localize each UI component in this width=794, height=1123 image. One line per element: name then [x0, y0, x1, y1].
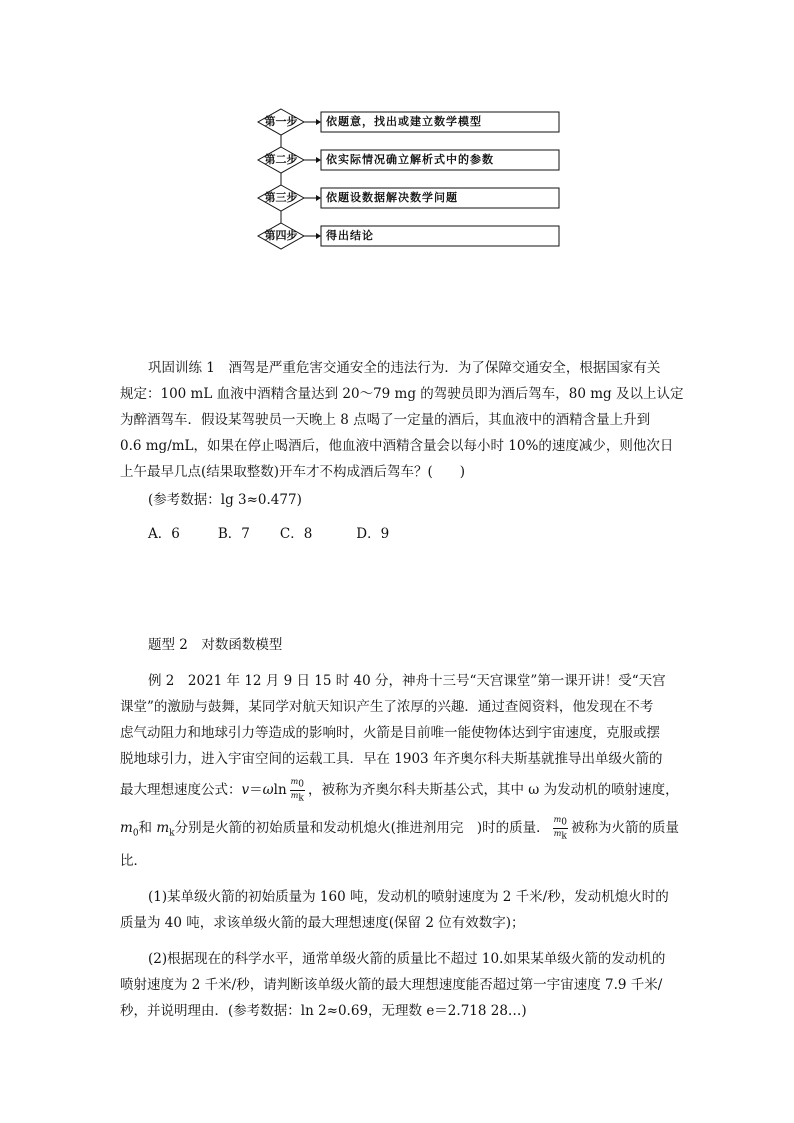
exercise1-line: 上午最早几点(结果取整数)开车才不构成酒后驾车？( ) [120, 464, 466, 480]
example2-line: 比． [120, 853, 147, 869]
frac-num: m [290, 777, 299, 787]
formula-eq: ＝ [249, 782, 263, 798]
example2-line: 例 2 2021 年 12 月 9 日 15 时 40 分，神舟十三号“天宫课堂”第一课开讲！受“天宫 [148, 673, 666, 689]
formula-ln: ln [273, 782, 287, 798]
question2-paragraph [120, 946, 680, 1024]
mass-ratio-fraction-small [553, 815, 568, 841]
exercise1-line: 巩固训练 1 酒驾是严重危害交通安全的违法行为．为了保障交通安全，根据国家有关 [148, 360, 661, 376]
frac-den: m [553, 829, 562, 838]
exercise1-reference [120, 487, 680, 513]
formula-prefix: 最大理想速度公式： [120, 782, 242, 798]
steps-flowchart [256, 104, 566, 254]
formula-suffix: ，被称为齐奥尔科夫斯基公式，其中 ω 为发动机的喷射速度， [308, 782, 679, 798]
mk-symbol: m [156, 820, 170, 836]
exercise1-options [120, 521, 680, 547]
question1-line: (1)某单级火箭的初始质量为 160 吨，发动机的喷射速度为 2 千米/秒，发动机熄火时的 [148, 889, 669, 905]
step2-label: 第二步 [264, 153, 298, 166]
m0-sub: 0 [132, 828, 139, 839]
step4-label: 第四步 [264, 229, 298, 242]
frac-den-sub: k [561, 831, 567, 842]
step2-text: 依实际情况确立解析式中的参数 [326, 153, 494, 166]
question1-line: 质量为 40 吨，求该单级火箭的最大理想速度(保留 2 位有效数字)； [120, 915, 525, 931]
formula-line [120, 772, 680, 808]
formula-v: v [241, 782, 250, 798]
example2-paragraph [120, 668, 680, 874]
step3-label: 第三步 [264, 191, 298, 204]
mass-ratio-suffix: 被称为火箭的质量 [571, 820, 679, 836]
frac-num: m [553, 815, 562, 825]
question2-line: 喷射速度为 2 千米/秒，请判断该单级火箭的最大理想速度能否超过第一宇宙速度 7.9 千米/ [120, 977, 663, 993]
mk-sub: k [169, 828, 175, 839]
question1-paragraph [120, 884, 680, 936]
mass-definition-line [120, 808, 680, 848]
exercise1-line: 0.6 mg/mL，如果在停止喝酒后，他血液中酒精含量会以每小时 10%的速度减少，则他次日 [120, 438, 674, 454]
option-b: B．7 [217, 526, 250, 542]
option-c: C．8 [279, 526, 313, 542]
type2-section [120, 632, 680, 658]
frac-den: m [290, 791, 299, 800]
formula-omega: ω [262, 782, 274, 798]
step1-text: 依题意，找出或建立数学模型 [326, 115, 482, 128]
exercise1-line: 规定：100 mL 血液中酒精含量达到 20～79 mg 的驾驶员即为酒后驾车，80 mg 及以上认定 [120, 386, 684, 402]
step4-text: 得出结论 [326, 229, 374, 242]
options-row [120, 521, 680, 547]
step3-text: 依题设数据解决数学问题 [326, 191, 458, 204]
type2-heading: 题型 2 对数函数模型 [148, 637, 283, 653]
option-a: A．6 [148, 526, 180, 542]
step1-label: 第一步 [264, 115, 298, 128]
question2-line: 秒，并说明理由．(参考数据：ln 2≈0.69，无理数 e＝2.718 28…) [120, 1003, 527, 1019]
exercise1-line: 为醉酒驾车．假设某驾驶员一天晚上 8 点喝了一定量的酒后，其血液中的酒精含量上升到 [120, 412, 651, 428]
example2-line: 脱地球引力，进入宇宙空间的运载工具．早在 1903 年齐奥尔科夫斯基就推导出单级火箭的 [120, 751, 663, 767]
mass-definition-text: 分别是火箭的初始质量和发动机熄火(推进剂用完 )时的质量． [174, 820, 550, 836]
frac-num-sub: 0 [561, 818, 567, 828]
frac-den-sub: k [298, 793, 304, 804]
question2-line: (2)根据现在的科学水平，通常单级火箭的质量比不超过 10.如果某单级火箭的发动机的 [148, 951, 666, 967]
example2-line: 虑气动阻力和地球引力等造成的影响时，火箭是目前唯一能使物体达到宇宙速度，克服或摆 [120, 725, 660, 741]
frac-num-sub: 0 [298, 780, 304, 790]
mass-ratio-fraction [290, 777, 305, 803]
and-text: 和 [138, 820, 157, 836]
option-d: D．9 [356, 526, 390, 542]
exercise1-paragraph [120, 355, 684, 485]
example2-line: 课堂”的激励与鼓舞，某同学对航天知识产生了浓厚的兴趣．通过查阅资料，他发现在不考 [120, 699, 654, 715]
reference-data-text: (参考数据：lg 3≈0.477) [148, 492, 302, 508]
m0-symbol: m [120, 820, 133, 836]
